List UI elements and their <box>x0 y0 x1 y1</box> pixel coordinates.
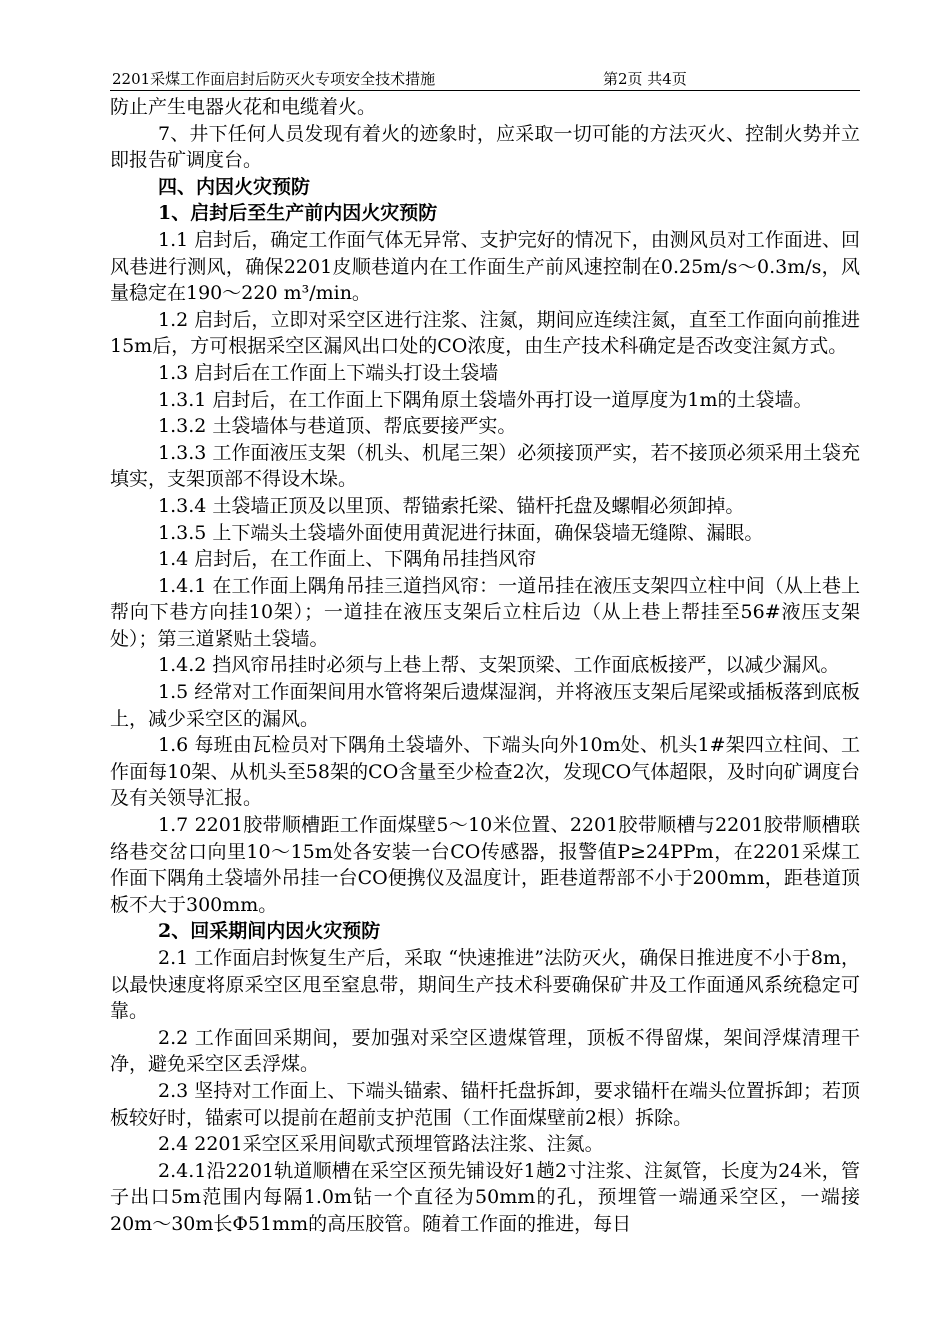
paragraph: 2.2 工作面回采期间，要加强对采空区遗煤管理，顶板不得留煤，架间浮煤清理干净，避免采空区丢浮煤。 <box>110 1026 860 1076</box>
paragraph: 1.4.1 在工作面上隅角吊挂三道挡风帘：一道吊挂在液压支架四立柱中间（从上巷上帮向下巷方向挂10架）；一道挂在液压支架后立柱后边（从上巷上帮挂至56#液压支架处）；第三道紧贴土袋墙。 <box>110 574 860 650</box>
paragraph: 1.5 经常对工作面架间用水管将架后遗煤湿润，并将液压支架后尾梁或插板落到底板上，减少采空区的漏风。 <box>110 681 860 730</box>
paragraph: 2.3 坚持对工作面上、下端头锚索、锚杆托盘拆卸，要求锚杆在端头位置拆卸；若顶板较好时，锚索可以提前在超前支护范围（工作面煤壁前2根）拆除。 <box>110 1079 860 1129</box>
header-title: 2201采煤工作面启封后防灭火专项安全技术措施 <box>112 70 436 88</box>
document-body <box>110 94 860 1238</box>
paragraph: 1.4 启封后，在工作面上、下隅角吊挂挡风帘 <box>158 548 537 571</box>
paragraph: 2.4 2201采空区采用间歇式预埋管路法注浆、注氮。 <box>158 1133 604 1156</box>
paragraph: 1.3.4 土袋墙正顶及以里顶、帮锚索托梁、锚杆托盘及螺帽必须卸掉。 <box>158 494 745 517</box>
paragraph: 1.3.3 工作面液压支架（机头、机尾三架）必须接顶严实，若不接顶必须采用土袋充填实，支架顶部不得设木垛。 <box>110 441 860 491</box>
paragraph: 1.3.1 启封后，在工作面上下隅角原土袋墙外再打设一道厚度为1m的土袋墙。 <box>158 388 813 411</box>
page-header <box>110 66 860 91</box>
paragraph: 1.1 启封后，确定工作面气体无异常、支护完好的情况下，由测风员对工作面进、回风巷进行测风，确保2201皮顺巷道内在工作面生产前风速控制在0.25m/s～0.3m/s，风量稳定在190～220 m³/min。 <box>110 228 860 305</box>
paragraph: 2.4.1沿2201轨道顺槽在采空区预先铺设好1趟2寸注浆、注氮管，长度为24米，管子出口5m范围内每隔1.0m钻一个直径为50mm的孔，预埋管一端通采空区，一端接20m～30m长Φ51mm的高压胶管。随着工作面的推进，每日 <box>110 1159 860 1235</box>
section-heading: 1、启封后至生产前内因火灾预防 <box>158 202 438 225</box>
paragraph: 防止产生电器火花和电缆着火。 <box>110 96 377 118</box>
section-heading: 2、回采期间内因火灾预防 <box>158 920 381 943</box>
header-page-number: 第2页 共4页 <box>603 70 687 88</box>
section-heading: 四、内因火灾预防 <box>158 175 311 198</box>
paragraph: 1.3.2 土袋墙体与巷道顶、帮底要接严实。 <box>158 415 517 438</box>
paragraph: 1.7 2201胶带顺槽距工作面煤壁5～10米位置、2201胶带顺槽与2201胶带顺槽联络巷交岔口向里10～15m处各安装一台CO传感器，报警值P≥24PPm，在2201采煤工作面下隅角土袋墙外吊挂一台CO便携仪及温度计，距巷道帮部不小于200mm，距巷道顶板不大于300mm。 <box>110 814 860 916</box>
paragraph: 2.1 工作面启封恢复生产后，采取 “快速推进”法防灭火，确保日推进度不小于8m，以最快速度将原采空区甩至窒息带，期间生产技术科要确保矿井及工作面通风系统稳定可靠。 <box>110 947 860 1023</box>
paragraph: 1.3 启封后在工作面上下端头打设土袋墙 <box>158 361 499 384</box>
paragraph: 7、井下任何人员发现有着火的迹象时，应采取一切可能的方法灭火、控制火势并立即报告矿调度台。 <box>110 122 860 172</box>
paragraph: 1.2 启封后，立即对采空区进行注浆、注氮，期间应连续注氮，直至工作面向前推进15m后，方可根据采空区漏风出口处的CO浓度，由生产技术科确定是否改变注氮方式。 <box>110 308 860 358</box>
paragraph: 1.4.2 挡风帘吊挂时必须与上巷上帮、支架顶梁、工作面底板接严，以减少漏风。 <box>158 654 840 677</box>
paragraph: 1.3.5 上下端头土袋墙外面使用黄泥进行抹面，确保袋墙无缝隙、漏眼。 <box>158 521 764 544</box>
paragraph: 1.6 每班由瓦检员对下隅角土袋墙外、下端头向外10m处、机头1#架四立柱间、工作面每10架、从机头至58架的CO含量至少检查2次，发现CO气体超限，及时向矿调度台及有关领导汇报。 <box>110 734 860 810</box>
